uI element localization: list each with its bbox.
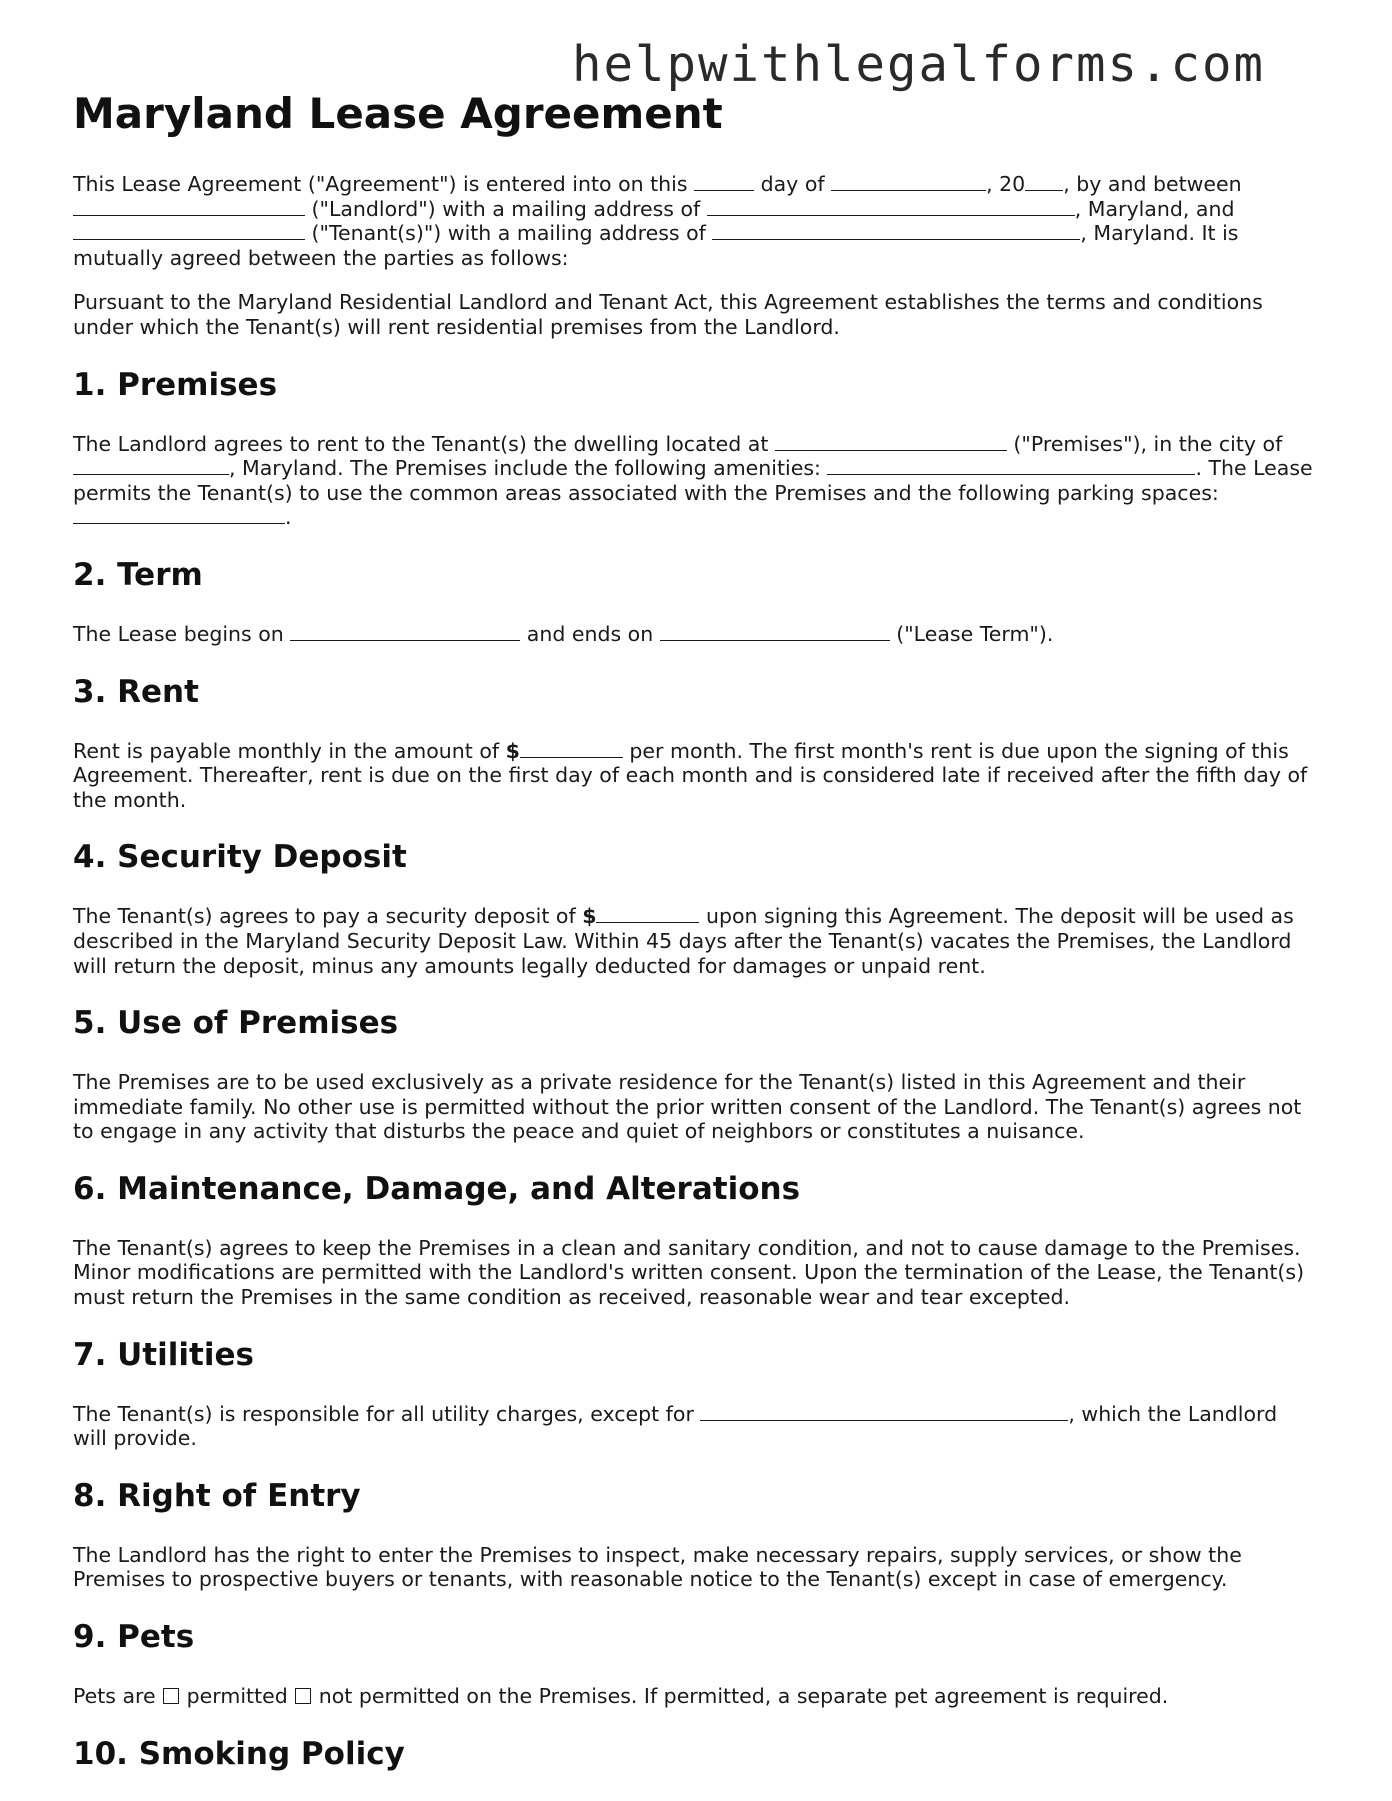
amenities-blank[interactable] xyxy=(827,456,1195,475)
premises-text: ("Premises"), in the city of xyxy=(1006,431,1283,456)
premises-paragraph xyxy=(73,432,1313,530)
intro-text: , Maryland, and xyxy=(1074,196,1235,221)
landlord-name-blank[interactable] xyxy=(73,197,305,216)
pets-text: permitted xyxy=(180,1684,295,1709)
intro-text: day of xyxy=(754,172,832,196)
section-heading-maintenance: 6. Maintenance, Damage, and Alterations xyxy=(73,1170,801,1207)
deposit-text: The Tenant(s) agrees to pay a security deposit of xyxy=(73,904,583,929)
deposit-dollar-sign: $ xyxy=(582,904,597,929)
pets-paragraph xyxy=(73,1684,1313,1709)
term-paragraph xyxy=(73,622,1313,647)
utilities-text: The Tenant(s) is responsible for all utility charges, except for xyxy=(73,1401,701,1426)
end-date-blank[interactable] xyxy=(660,622,890,641)
document-title: Maryland Lease Agreement xyxy=(73,89,723,138)
pets-text: Pets are xyxy=(73,1684,163,1709)
intro-paragraph xyxy=(73,172,1313,270)
intro-text: ("Tenant(s)") with a mailing address of xyxy=(305,221,713,246)
document-page xyxy=(73,88,1313,1801)
rent-paragraph xyxy=(73,739,1313,813)
section-heading-right-of-entry: 8. Right of Entry xyxy=(73,1477,361,1514)
section-heading-premises: 1. Premises xyxy=(73,366,278,403)
term-text: The Lease begins on xyxy=(73,621,291,646)
premises-text: . xyxy=(285,505,292,530)
utilities-exception-blank[interactable] xyxy=(700,1402,1068,1421)
right-of-entry-paragraph: The Landlord has the right to enter the Premises to inspect, make necessary repairs, supply services, or show the Premises to prospective buyers or tenants, with reasonable notice to the Tenant(s) except in case of emergency. xyxy=(73,1542,1242,1592)
tenant-name-blank[interactable] xyxy=(73,221,305,240)
premises-text: The Landlord agrees to rent to the Tenant(s) the dwelling located at xyxy=(73,431,775,456)
term-text: and ends on xyxy=(520,621,660,646)
utilities-text: , which the Landlord will provide. xyxy=(73,1401,1278,1451)
section-heading-security-deposit: 4. Security Deposit xyxy=(73,839,407,876)
premises-text: . The Lease permits the Tenant(s) to use the common areas associated with the Premises and the following parking spaces: xyxy=(73,456,1313,505)
rent-amount-blank[interactable] xyxy=(520,739,623,758)
day-blank[interactable] xyxy=(694,172,754,191)
section-heading-pets: 9. Pets xyxy=(73,1619,195,1656)
security-deposit-paragraph xyxy=(73,904,1313,978)
city-blank[interactable] xyxy=(73,456,229,475)
deposit-text: upon signing this Agreement. The deposit will be used as described in the Maryland Security Deposit Law. Within 45 days after the Tenant(s) vacates the Premises, the Landlord will return the deposit, minus any amounts legally deducted for damages or unpaid rent. xyxy=(73,904,1294,978)
use-of-premises-paragraph: The Premises are to be used exclusively as a private residence for the Tenant(s) listed in this Agreement and their immediate family. No other use is permitted without the prior written consent of the Landlord. The Tenant(s) agrees not to engage in any activity that disturbs the peace and quiet of neighbors or constitutes a nuisance. xyxy=(73,1070,1302,1144)
watermark: helpwithlegalforms.com xyxy=(572,36,1266,93)
section-heading-use-of-premises: 5. Use of Premises xyxy=(73,1005,399,1042)
intro-text: , by and between xyxy=(1063,172,1242,196)
rent-dollar-sign: $ xyxy=(505,738,520,763)
intro-text: ("Landlord") with a mailing address of xyxy=(305,196,707,221)
section-heading-smoking-policy: 10. Smoking Policy xyxy=(73,1735,405,1772)
landlord-address-blank[interactable] xyxy=(707,197,1075,216)
year-blank[interactable] xyxy=(1025,172,1063,191)
intro-text: , Maryland. It is mutually agreed between the parties as follows: xyxy=(73,221,1239,270)
section-heading-utilities: 7. Utilities xyxy=(73,1336,254,1373)
premises-text: , Maryland. The Premises include the following amenities: xyxy=(229,456,828,481)
month-blank[interactable] xyxy=(831,172,986,191)
maintenance-paragraph: The Tenant(s) agrees to keep the Premises in a clean and sanitary condition, and not to cause damage to the Premises. Minor modifications are permitted with the Landlord's written consent. Upon the termination of the Lease, the Tenant(s) must return the Premises in the same condition as received, reasonable wear and tear excepted. xyxy=(73,1235,1305,1310)
pets-permitted-checkbox[interactable] xyxy=(163,1688,179,1704)
deposit-amount-blank[interactable] xyxy=(596,904,699,923)
pursuant-paragraph: Pursuant to the Maryland Residential Landlord and Tenant Act, this Agreement establishes the terms and conditions under which the Tenant(s) will rent residential premises from the Landlord. xyxy=(73,290,1263,339)
rent-text: per month. The first month's rent is due upon the signing of this Agreement. Thereafter, rent is due on the first day of each month and is considered late if received after the fifth day of the month. xyxy=(73,738,1308,812)
tenant-address-blank[interactable] xyxy=(712,221,1080,240)
premises-address-blank[interactable] xyxy=(775,432,1007,451)
intro-text: This Lease Agreement ("Agreement") is entered into on this xyxy=(73,172,695,196)
utilities-paragraph xyxy=(73,1402,1313,1451)
parking-blank[interactable] xyxy=(73,505,285,524)
section-heading-rent: 3. Rent xyxy=(73,673,199,710)
start-date-blank[interactable] xyxy=(290,622,520,641)
pets-text: not permitted on the Premises. If permitted, a separate pet agreement is required. xyxy=(312,1684,1169,1709)
rent-text: Rent is payable monthly in the amount of xyxy=(73,738,506,763)
term-text: ("Lease Term"). xyxy=(889,621,1054,646)
intro-text: , 20 xyxy=(986,172,1026,196)
section-heading-term: 2. Term xyxy=(73,556,203,593)
pets-not-permitted-checkbox[interactable] xyxy=(295,1688,311,1704)
